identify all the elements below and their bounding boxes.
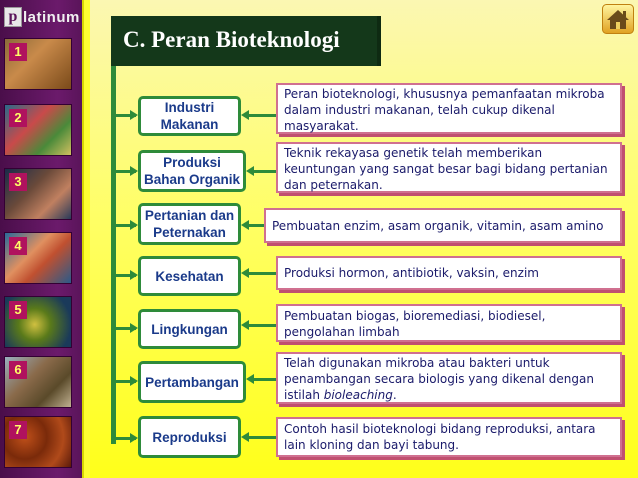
tree-trunk: [111, 66, 116, 444]
thumbnail-6[interactable]: [4, 356, 72, 408]
home-button[interactable]: [602, 4, 634, 34]
connector-arrow: [250, 378, 277, 381]
title-bar: [111, 16, 381, 66]
branch-arrow: [114, 380, 136, 383]
category-lingkungan[interactable]: Lingkungan: [138, 309, 241, 349]
branch-arrow: [114, 224, 136, 227]
category-industri-makanan[interactable]: Industri Makanan: [138, 96, 241, 136]
logo-letter: p: [4, 7, 22, 27]
description-text: .: [392, 388, 397, 402]
description-term: bioleaching: [323, 388, 393, 402]
category-produksi-bahan-organik[interactable]: Produksi Bahan Organik: [138, 150, 246, 192]
sidebar: [0, 0, 82, 478]
thumbnail-7[interactable]: [4, 416, 72, 468]
thumbnail-number: 7: [9, 421, 27, 439]
description-produksi-bahan-organik: Teknik rekayasa genetik telah memberikan keuntungan yang sangat besar bagi bidang pertanian dan peternakan.: [276, 142, 622, 193]
description-pertanian-peternakan: Pembuatan enzim, asam organik, vitamin, asam amino: [264, 208, 622, 243]
description-text: Telah digunakan mikroba atau bakteri untuk penambangan secara biologis yang dikenal dengan istilah: [284, 356, 594, 402]
connector-arrow: [245, 114, 277, 117]
description-lingkungan: Pembuatan biogas, bioremediasi, biodiesel, pengolahan limbah: [276, 304, 622, 342]
description-pertambangan: [276, 352, 622, 404]
thumbnail-number: 6: [9, 361, 27, 379]
description-kesehatan: Produksi hormon, antibiotik, vaksin, enzim: [276, 256, 622, 290]
thumbnail-2[interactable]: [4, 104, 72, 156]
thumbnail-1[interactable]: [4, 38, 72, 90]
category-pertambangan[interactable]: Pertambangan: [138, 361, 246, 403]
thumbnail-number: 2: [9, 109, 27, 127]
thumbnail-number: 1: [9, 43, 27, 61]
branch-arrow: [114, 327, 136, 330]
logo-word: latinum: [23, 8, 80, 26]
connector-arrow: [245, 272, 277, 275]
category-reproduksi[interactable]: Reproduksi: [138, 416, 241, 458]
category-kesehatan[interactable]: Kesehatan: [138, 256, 241, 296]
connector-arrow: [250, 170, 277, 173]
branch-arrow: [114, 114, 136, 117]
description-industri-makanan: Peran bioteknologi, khususnya pemanfaatan mikroba dalam industri makanan, telah cukup dikenal masyarakat.: [276, 83, 622, 134]
thumbnail-number: 3: [9, 173, 27, 191]
category-pertanian-peternakan[interactable]: Pertanian dan Peternakan: [138, 203, 241, 245]
description-reproduksi: Contoh hasil bioteknologi bidang reproduksi, antara lain kloning dan bayi tabung.: [276, 417, 622, 457]
branch-arrow: [114, 274, 136, 277]
connector-arrow: [245, 324, 277, 327]
home-icon: [602, 4, 634, 34]
thumbnail-number: 5: [9, 301, 27, 319]
connector-arrow: [245, 436, 277, 439]
thumbnail-3[interactable]: [4, 168, 72, 220]
sidebar-divider: [82, 0, 90, 478]
platinum-logo: [4, 6, 80, 28]
thumbnail-5[interactable]: [4, 296, 72, 348]
thumbnail-4[interactable]: [4, 232, 72, 284]
branch-arrow: [114, 437, 136, 440]
connector-arrow: [245, 224, 265, 227]
thumbnail-number: 4: [9, 237, 27, 255]
page-title: C. Peran Bioteknologi: [123, 27, 340, 52]
branch-arrow: [114, 170, 136, 173]
